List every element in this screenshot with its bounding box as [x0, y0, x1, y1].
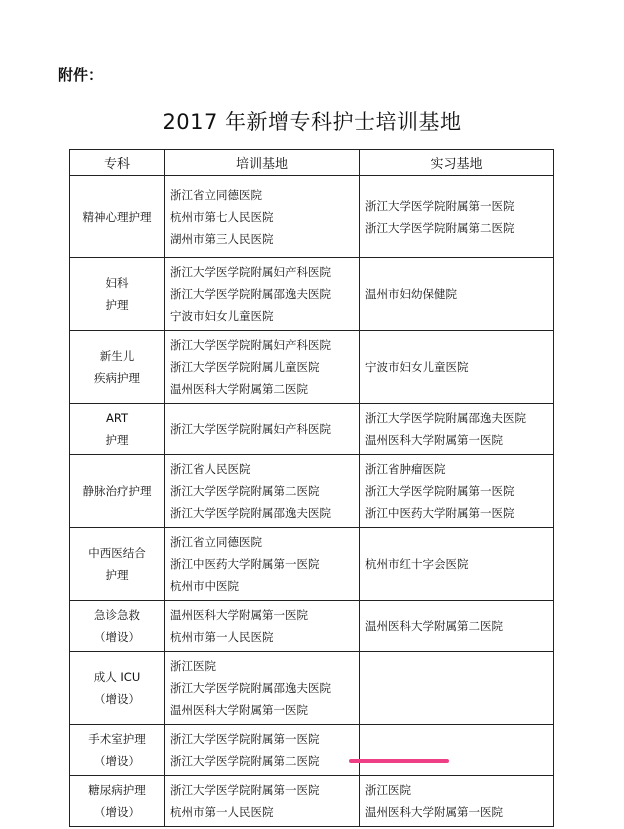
header-training-base: 培训基地	[165, 150, 360, 176]
training-base-table	[69, 149, 554, 827]
specialty-text: 成人 ICU	[93, 670, 141, 684]
practice-base-cell	[360, 176, 554, 258]
training-base-text: 杭州市第一人民医院	[170, 805, 274, 819]
specialty-text: 疾病护理	[94, 371, 140, 385]
practice-base-cell	[360, 652, 554, 725]
training-base-cell	[165, 528, 360, 601]
training-base-cell	[165, 176, 360, 258]
training-base-text: 浙江省立同德医院	[170, 187, 262, 202]
specialty-text: （增设）	[94, 805, 140, 819]
practice-base-text: 宁波市妇女儿童医院	[365, 360, 469, 374]
training-base-text: 浙江中医药大学附属第一医院	[170, 557, 320, 571]
practice-base-text: 温州医科大学附属第一医院	[365, 805, 503, 819]
specialty-cell	[70, 331, 165, 404]
header-practice-base: 实习基地	[360, 150, 554, 176]
training-base-text: 浙江大学医学院附属儿童医院	[170, 360, 320, 374]
training-base-text: 浙江大学医学院附属第一医院	[170, 732, 320, 746]
training-base-text: 杭州市中医院	[170, 579, 239, 593]
training-base-text: 温州医科大学附属第二医院	[170, 382, 308, 396]
practice-base-text: 浙江大学医学院附属第一医院	[365, 484, 515, 498]
practice-base-text: 浙江大学医学院附属邵逸夫医院	[365, 411, 526, 425]
specialty-text: （增设）	[94, 630, 140, 644]
table-header-row	[70, 150, 554, 176]
practice-base-text: 浙江大学医学院附属第一医院	[365, 198, 515, 213]
training-base-text: 浙江大学医学院附属邵逸夫医院	[170, 681, 331, 695]
training-base-text: 浙江省人民医院	[170, 462, 251, 476]
training-base-cell	[165, 601, 360, 652]
training-base-cell	[165, 725, 360, 776]
training-base-cell	[165, 258, 360, 331]
training-base-text: 浙江医院	[170, 659, 216, 673]
practice-base-cell	[360, 776, 554, 827]
specialty-text: （增设）	[94, 754, 140, 768]
specialty-cell	[70, 776, 165, 827]
training-base-text: 宁波市妇女儿童医院	[170, 309, 274, 323]
specialty-text: 手术室护理	[88, 732, 146, 746]
specialty-cell	[70, 258, 165, 331]
training-base-text: 浙江大学医学院附属妇产科医院	[170, 265, 331, 279]
practice-base-text: 浙江医院	[365, 783, 411, 797]
specialty-cell	[70, 652, 165, 725]
training-base-cell	[165, 652, 360, 725]
training-base-text: 浙江省立同德医院	[170, 535, 262, 549]
training-base-text: 浙江大学医学院附属妇产科医院	[170, 338, 331, 352]
training-base-text: 浙江大学医学院附属第一医院	[170, 783, 320, 797]
specialty-text: ART	[105, 411, 129, 425]
training-base-text: 浙江大学医学院附属邵逸夫医院	[170, 287, 331, 301]
specialty-text: 护理	[105, 298, 129, 312]
practice-base-cell	[360, 601, 554, 652]
specialty-cell	[70, 176, 165, 258]
table-row	[70, 528, 554, 601]
practice-base-text: 浙江大学医学院附属第二医院	[365, 220, 515, 235]
table-row	[70, 725, 554, 776]
training-base-text: 浙江大学医学院附属第二医院	[170, 484, 320, 498]
training-base-cell	[165, 331, 360, 404]
training-base-text: 杭州市第七人民医院	[170, 209, 274, 224]
specialty-text: 中西医结合	[88, 546, 146, 560]
highlight-mark	[349, 759, 449, 763]
specialty-text: 精神心理护理	[82, 209, 152, 224]
specialty-text: 新生儿	[99, 349, 135, 363]
practice-base-text: 杭州市红十字会医院	[365, 557, 469, 571]
practice-base-text: 温州医科大学附属第一医院	[365, 433, 503, 447]
table-row	[70, 776, 554, 827]
training-base-text: 湖州市第三人民医院	[170, 231, 274, 246]
practice-base-cell	[360, 725, 554, 776]
table-row	[70, 404, 554, 455]
document-title: 2017 年新增专科护士培训基地	[162, 110, 462, 134]
practice-base-cell	[360, 331, 554, 404]
training-base-text: 浙江大学医学院附属邵逸夫医院	[170, 506, 331, 520]
specialty-cell	[70, 601, 165, 652]
practice-base-text: 浙江省肿瘤医院	[365, 462, 446, 476]
specialty-cell	[70, 455, 165, 528]
training-base-text: 温州医科大学附属第一医院	[170, 608, 308, 622]
training-base-text: 浙江大学医学院附属妇产科医院	[170, 422, 331, 436]
table-row	[70, 455, 554, 528]
specialty-text: 妇科	[105, 276, 129, 290]
header-specialty: 专科	[70, 150, 165, 176]
practice-base-cell	[360, 258, 554, 331]
specialty-cell	[70, 404, 165, 455]
training-base-cell	[165, 455, 360, 528]
training-base-text: 浙江大学医学院附属第二医院	[170, 754, 320, 768]
table-row	[70, 331, 554, 404]
specialty-cell	[70, 528, 165, 601]
specialty-cell	[70, 725, 165, 776]
practice-base-text: 浙江中医药大学附属第一医院	[365, 506, 515, 520]
practice-base-cell	[360, 528, 554, 601]
training-base-cell	[165, 404, 360, 455]
attachment-label: 附件：	[58, 66, 104, 84]
practice-base-cell	[360, 404, 554, 455]
table-row	[70, 258, 554, 331]
training-base-cell	[165, 776, 360, 827]
specialty-text: 糖尿病护理	[88, 783, 146, 797]
practice-base-text: 温州医科大学附属第二医院	[365, 619, 503, 633]
specialty-text: 急诊急救	[94, 608, 140, 622]
specialty-text: （增设）	[94, 692, 140, 706]
specialty-text: 静脉治疗护理	[82, 484, 152, 498]
table-row	[70, 176, 554, 258]
practice-base-text: 温州市妇幼保健院	[365, 287, 457, 301]
specialty-text: 护理	[105, 433, 129, 447]
specialty-text: 护理	[105, 568, 129, 582]
table-row	[70, 652, 554, 725]
practice-base-cell	[360, 455, 554, 528]
training-base-text: 温州医科大学附属第一医院	[170, 703, 308, 717]
training-base-text: 杭州市第一人民医院	[170, 630, 274, 644]
table-row	[70, 601, 554, 652]
